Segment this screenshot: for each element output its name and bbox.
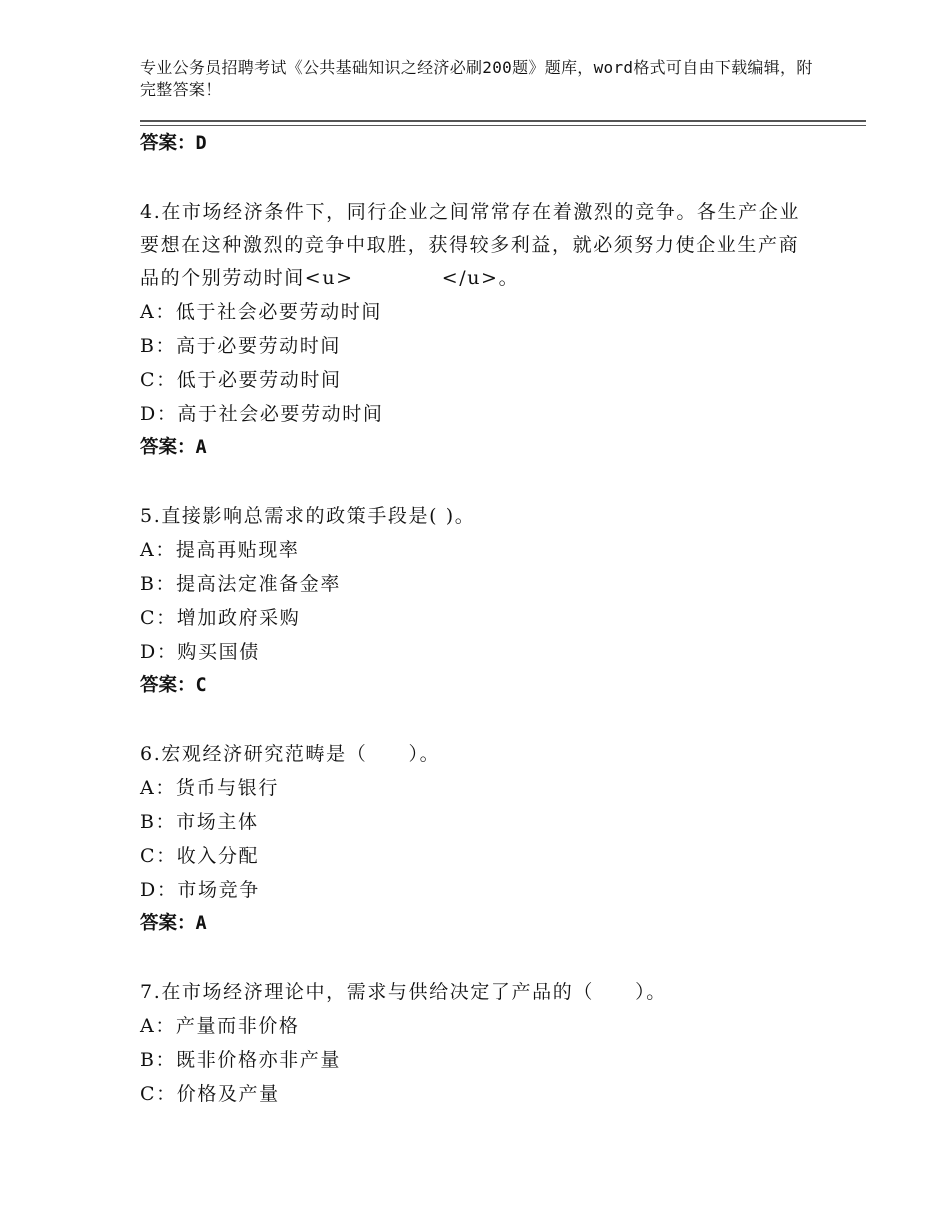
answer-line: 答案：C xyxy=(140,675,207,696)
question-item xyxy=(140,499,810,703)
header-rule-thin xyxy=(140,125,866,126)
option-a: A：货币与银行 xyxy=(140,777,279,799)
question-item xyxy=(140,975,810,1111)
answer-line: 答案：A xyxy=(140,913,207,934)
option-c: C：低于必要劳动时间 xyxy=(140,369,342,391)
answer-line: 答案：D xyxy=(140,133,207,154)
answer-line: 答案：A xyxy=(140,437,207,458)
page-header: 专业公务员招聘考试《公共基础知识之经济必刷200题》题库，word格式可自由下载编辑，附完整答案！ xyxy=(140,58,813,99)
option-a: A：提高再贴现率 xyxy=(140,539,300,561)
option-b: B：既非价格亦非产量 xyxy=(140,1049,341,1071)
question-text: 4.在市场经济条件下，同行企业之间常常存在着激烈的竞争。各生产企业要想在这种激烈的竞争中取胜，获得较多利益，就必须努力使企业生产商品的个别劳动时间<u> </u>。 xyxy=(140,201,800,289)
option-c: C：收入分配 xyxy=(140,845,260,867)
option-d: D：高于社会必要劳动时间 xyxy=(140,403,384,425)
question-item xyxy=(140,737,810,941)
option-c: C：增加政府采购 xyxy=(140,607,301,629)
option-b: B：提高法定准备金率 xyxy=(140,573,341,595)
option-a: A：低于社会必要劳动时间 xyxy=(140,301,382,323)
header-rule-thick xyxy=(140,120,866,122)
option-d: D：购买国债 xyxy=(140,641,260,663)
question-item xyxy=(140,196,810,465)
option-c: C：价格及产量 xyxy=(140,1083,280,1105)
option-b: B：市场主体 xyxy=(140,811,259,833)
question-text: 6.宏观经济研究范畴是（ ）。 xyxy=(140,743,441,765)
question-text: 5.直接影响总需求的政策手段是( )。 xyxy=(140,505,476,527)
option-d: D：市场竞争 xyxy=(140,879,260,901)
option-b: B：高于必要劳动时间 xyxy=(140,335,341,357)
question-text: 7.在市场经济理论中，需求与供给决定了产品的（ ）。 xyxy=(140,981,667,1003)
question-list xyxy=(140,127,810,1111)
option-a: A：产量而非价格 xyxy=(140,1015,300,1037)
